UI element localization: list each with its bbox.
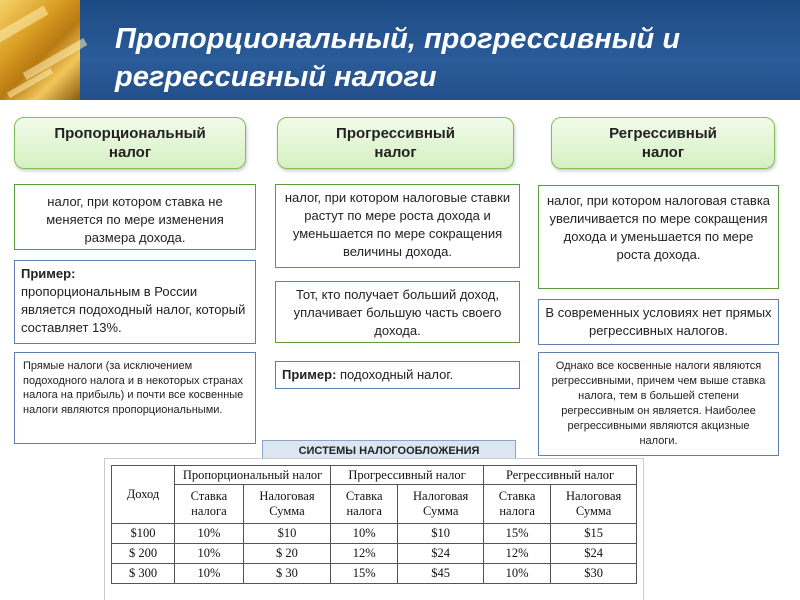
table-cell: 10% bbox=[175, 544, 244, 564]
sub-header-rate: Ставка налога bbox=[484, 485, 551, 524]
example-label-proportional: Пример: bbox=[21, 266, 76, 281]
systems-label: СИСТЕМЫ НАЛОГООБЛОЖЕНИЯ bbox=[262, 440, 516, 462]
heading-regressive bbox=[551, 117, 775, 169]
example-text-proportional: пропорциональным в России является подоходный налог, который составляет 13%. bbox=[21, 284, 246, 335]
table-cell: 10% bbox=[484, 564, 551, 584]
table-cell: 10% bbox=[175, 524, 244, 544]
table-cell: $15 bbox=[551, 524, 637, 544]
sub-header-rate: Ставка налога bbox=[175, 485, 244, 524]
table-row bbox=[112, 564, 637, 584]
example-text-progressive: подоходный налог. bbox=[336, 367, 454, 382]
table-cell: $10 bbox=[243, 524, 330, 544]
definition-proportional: налог, при котором ставка не меняется по мере изменения размера дохода. bbox=[14, 184, 256, 250]
note-proportional: Прямые налоги (за исключением подоходного налога и в некоторых странах налога на прибыль) и почти все косвенные налоги являются пропорциональными. bbox=[14, 352, 256, 444]
heading-progressive-text: Прогрессивный налог bbox=[336, 125, 455, 161]
table-cell: 10% bbox=[331, 524, 398, 544]
heading-proportional bbox=[14, 117, 246, 169]
header-banner bbox=[0, 0, 800, 100]
gold-bars-image bbox=[0, 0, 80, 100]
note-progressive: Тот, кто получает больший доход, уплачивает большую часть своего дохода. bbox=[275, 281, 520, 343]
table-cell: $24 bbox=[398, 544, 484, 564]
table-cell: $24 bbox=[551, 544, 637, 564]
definition-progressive: налог, при котором налоговые ставки растут по мере роста дохода и уменьшается по мере сокращения величины дохода. bbox=[275, 184, 520, 268]
table-cell: $ 20 bbox=[243, 544, 330, 564]
tax-systems-table bbox=[111, 465, 637, 584]
table-cell-income: $ 200 bbox=[112, 544, 175, 564]
table-cell: $10 bbox=[398, 524, 484, 544]
example-progressive bbox=[275, 361, 520, 389]
table-cell: 12% bbox=[331, 544, 398, 564]
heading-proportional-text: Пропорциональный налог bbox=[54, 125, 206, 161]
definition-regressive: налог, при котором налоговая ставка увеличивается по мере сокращения дохода и уменьшается по мере роста дохода. bbox=[538, 185, 779, 289]
table-row bbox=[112, 544, 637, 564]
table-cell: 10% bbox=[175, 564, 244, 584]
sub-header-sum: Налоговая Сумма bbox=[551, 485, 637, 524]
table-row bbox=[112, 524, 637, 544]
example-proportional bbox=[14, 260, 256, 344]
note-regressive: В современных условиях нет прямых регрессивных налогов. bbox=[538, 299, 779, 345]
heading-progressive bbox=[277, 117, 514, 169]
page-title: Пропорциональный, прогрессивный и регрессивный налоги bbox=[115, 23, 681, 93]
tax-table-container bbox=[104, 458, 644, 600]
income-header: Доход bbox=[112, 466, 175, 524]
example-label-progressive: Пример: bbox=[282, 367, 337, 382]
sub-header-rate: Ставка налога bbox=[331, 485, 398, 524]
group-header-proportional: Пропорциональный налог bbox=[175, 466, 331, 485]
table-cell-income: $ 300 bbox=[112, 564, 175, 584]
sub-header-sum: Налоговая Сумма bbox=[243, 485, 330, 524]
table-group-header-row bbox=[112, 466, 637, 485]
table-cell: $45 bbox=[398, 564, 484, 584]
table-sub-header-row bbox=[112, 485, 637, 524]
note2-regressive: Однако все косвенные налоги являются регрессивными, причем чем выше ставка налога, тем в большей степени регрессивным он является. Наиболее регрессивными являются акцизные налоги. bbox=[538, 352, 779, 456]
table-cell: 15% bbox=[331, 564, 398, 584]
group-header-regressive: Регрессивный налог bbox=[484, 466, 637, 485]
table-cell: 12% bbox=[484, 544, 551, 564]
table-cell: 15% bbox=[484, 524, 551, 544]
table-cell: $ 30 bbox=[243, 564, 330, 584]
sub-header-sum: Налоговая Сумма bbox=[398, 485, 484, 524]
table-cell-income: $100 bbox=[112, 524, 175, 544]
group-header-progressive: Прогрессивный налог bbox=[331, 466, 484, 485]
table-cell: $30 bbox=[551, 564, 637, 584]
heading-regressive-text: Регрессивный налог bbox=[609, 125, 717, 161]
